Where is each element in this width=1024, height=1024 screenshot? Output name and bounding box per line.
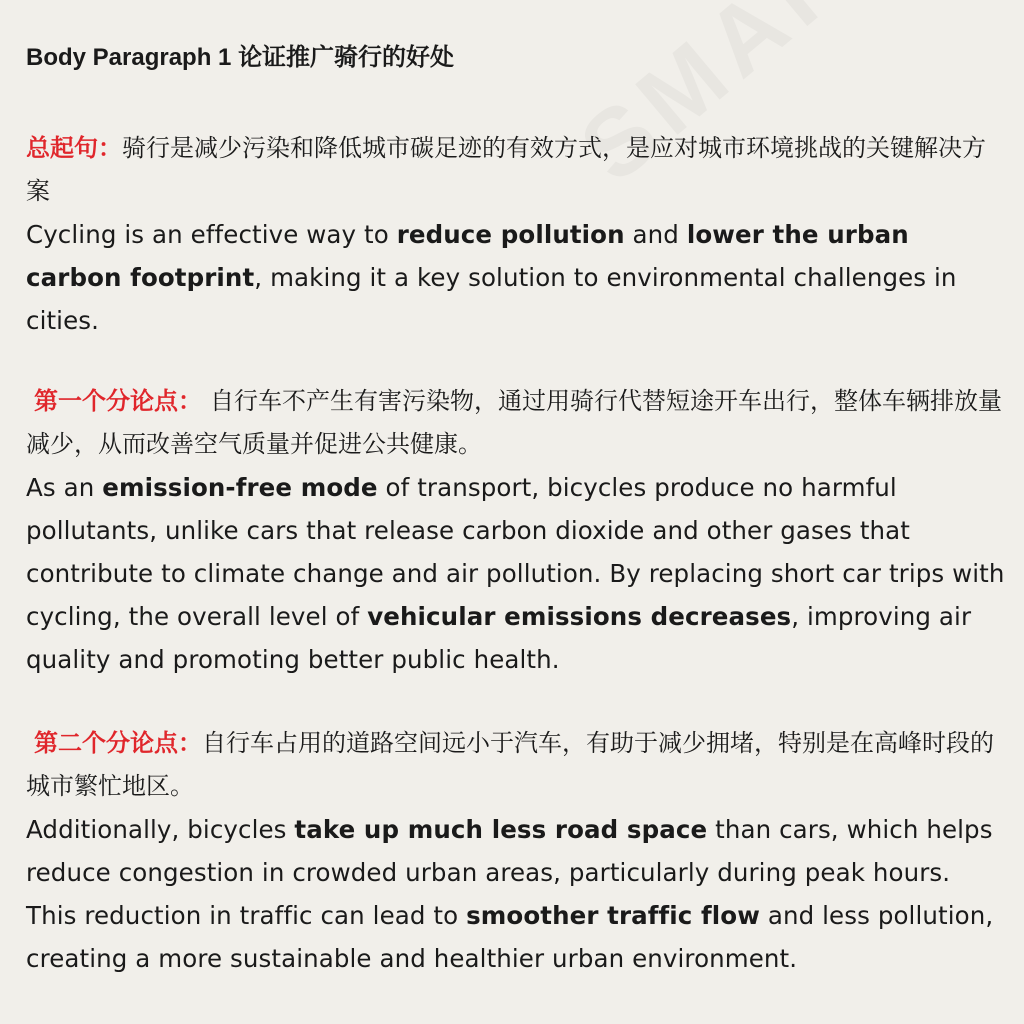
page-title: Body Paragraph 1 论证推广骑行的好处	[26, 44, 455, 71]
en-text: Cycling is an effective way to	[26, 220, 397, 249]
sub-point-2-zh-text: 自行车占用的道路空间远小于汽车，有助于减少拥堵，特别是在高峰时段的城市繁忙地区。	[26, 729, 994, 800]
en-text: than cars, which helps reduce congestion in crowded urban areas, particularly during peak hours. This reduction in traffic can lead to	[26, 815, 993, 930]
sub-point-1-zh	[26, 380, 1006, 466]
en-text: and less pollution, creating a more sustainable and healthier urban environment.	[26, 901, 994, 973]
highlight-phrase: vehicular emissions decreases	[367, 602, 792, 631]
highlight-phrase: lower the urban carbon footprint	[26, 220, 909, 292]
sub-point-1-en	[26, 466, 1006, 681]
sub-point-2-tag: 第二个分论点：	[34, 729, 202, 757]
en-text: and	[624, 220, 687, 249]
highlight-phrase: emission-free mode	[102, 473, 378, 502]
highlight-phrase: smoother traffic flow	[466, 901, 760, 930]
en-text: , improving air quality and promoting better public health.	[26, 602, 972, 674]
topic-sentence-section	[26, 127, 1006, 342]
topic-sentence-en	[26, 213, 1006, 342]
sub-point-1-zh-text: 自行车不产生有害污染物，通过用骑行代替短途开车出行，整体车辆排放量减少，从而改善空气质量并促进公共健康。	[26, 387, 1002, 458]
highlight-phrase: take up much less road space	[294, 815, 708, 844]
topic-sentence-tag: 总起句：	[26, 134, 122, 162]
sub-point-2-en	[26, 808, 1006, 980]
en-text: Additionally, bicycles	[26, 815, 295, 844]
sub-point-1-tag: 第一个分论点：	[34, 387, 202, 415]
en-text: As an	[26, 473, 103, 502]
topic-sentence-zh	[26, 127, 1006, 213]
highlight-phrase: reduce pollution	[396, 220, 625, 249]
en-text: , making it a key solution to environmental challenges in cities.	[26, 263, 957, 335]
sub-point-1-section	[26, 380, 1006, 681]
sub-point-2-zh	[26, 722, 1006, 808]
topic-sentence-zh-text: 骑行是减少污染和降低城市碳足迹的有效方式，是应对城市环境挑战的关键解决方案	[26, 134, 986, 205]
sub-point-2-section	[26, 722, 1006, 980]
en-text: of transport, bicycles produce no harmful pollutants, unlike cars that release carbon dioxide and other gases that contribute to climate change and air pollution. By replacing short car trips with cycling, the overall level of	[26, 473, 1005, 631]
